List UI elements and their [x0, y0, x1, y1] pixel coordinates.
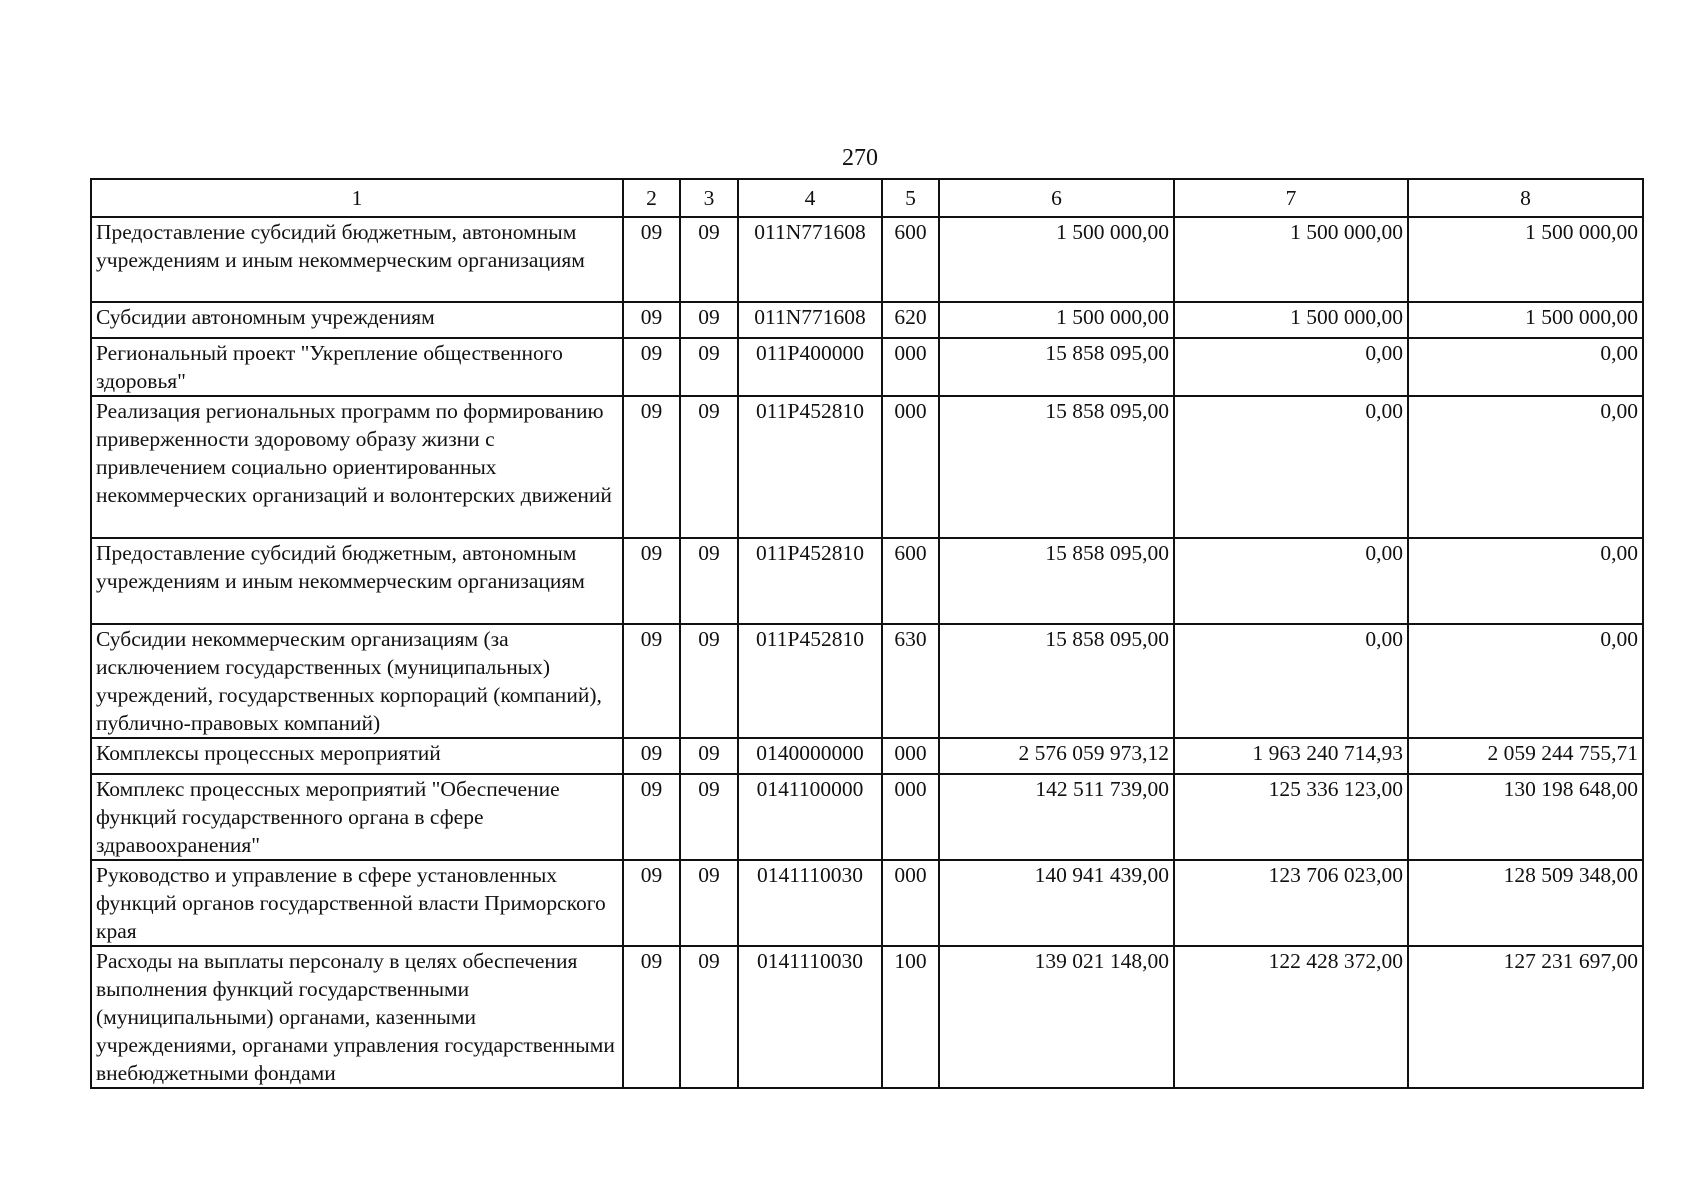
table-row	[91, 338, 1643, 396]
expense-type-code: 000	[882, 774, 939, 860]
target-article-code: 011N771608	[738, 217, 882, 302]
target-article-code: 0141100000	[738, 774, 882, 860]
amount-col-7: 1 963 240 714,93	[1174, 738, 1408, 774]
amount-col-7: 1 500 000,00	[1174, 302, 1408, 338]
amount-col-7: 0,00	[1174, 624, 1408, 738]
amount-col-7: 0,00	[1174, 538, 1408, 624]
table-row	[91, 774, 1643, 860]
amount-col-8: 130 198 648,00	[1408, 774, 1643, 860]
column-header-7: 7	[1174, 179, 1408, 217]
subsection-code: 09	[680, 396, 738, 538]
amount-col-6: 15 858 095,00	[939, 538, 1174, 624]
column-header-6: 6	[939, 179, 1174, 217]
expense-type-code: 100	[882, 946, 939, 1088]
column-header-3: 3	[680, 179, 738, 217]
table-row	[91, 217, 1643, 302]
expense-type-code: 620	[882, 302, 939, 338]
expense-name: Руководство и управление в сфере установленных функций органов государственной власти Приморского края	[91, 860, 623, 946]
target-article-code: 011P452810	[738, 624, 882, 738]
section-code: 09	[623, 338, 680, 396]
target-article-code: 011N771608	[738, 302, 882, 338]
expense-type-code: 600	[882, 538, 939, 624]
expense-name: Предоставление субсидий бюджетным, автономным учреждениям и иным некоммерческим организациям	[91, 538, 623, 624]
amount-col-6: 15 858 095,00	[939, 624, 1174, 738]
amount-col-8: 2 059 244 755,71	[1408, 738, 1643, 774]
expense-name: Реализация региональных программ по формированию приверженности здоровому образу жизни с привлечением социально ориентированных некоммерческих организаций и волонтерских движений	[91, 396, 623, 538]
column-header-8: 8	[1408, 179, 1643, 217]
section-code: 09	[623, 946, 680, 1088]
expense-type-code: 000	[882, 338, 939, 396]
expense-name: Комплексы процессных мероприятий	[91, 738, 623, 774]
table-row	[91, 946, 1643, 1088]
section-code: 09	[623, 774, 680, 860]
section-code: 09	[623, 624, 680, 738]
amount-col-8: 1 500 000,00	[1408, 302, 1643, 338]
expense-name: Субсидии некоммерческим организациям (за исключением государственных (муниципальных) учреждений, государственных корпораций (компаний), публично-правовых компаний)	[91, 624, 623, 738]
header-row	[91, 179, 1643, 217]
amount-col-6: 2 576 059 973,12	[939, 738, 1174, 774]
amount-col-8: 0,00	[1408, 338, 1643, 396]
subsection-code: 09	[680, 217, 738, 302]
table-row	[91, 738, 1643, 774]
section-code: 09	[623, 396, 680, 538]
amount-col-8: 1 500 000,00	[1408, 217, 1643, 302]
subsection-code: 09	[680, 946, 738, 1088]
amount-col-6: 139 021 148,00	[939, 946, 1174, 1088]
amount-col-7: 1 500 000,00	[1174, 217, 1408, 302]
amount-col-6: 15 858 095,00	[939, 396, 1174, 538]
subsection-code: 09	[680, 302, 738, 338]
section-code: 09	[623, 302, 680, 338]
table-row	[91, 538, 1643, 624]
amount-col-7: 123 706 023,00	[1174, 860, 1408, 946]
amount-col-6: 1 500 000,00	[939, 302, 1174, 338]
expense-name: Предоставление субсидий бюджетным, автономным учреждениям и иным некоммерческим организациям	[91, 217, 623, 302]
expense-name: Региональный проект "Укрепление общественного здоровья"	[91, 338, 623, 396]
amount-col-8: 0,00	[1408, 624, 1643, 738]
amount-col-7: 125 336 123,00	[1174, 774, 1408, 860]
amount-col-8: 0,00	[1408, 396, 1643, 538]
page-number: 270	[842, 145, 878, 171]
amount-col-6: 142 511 739,00	[939, 774, 1174, 860]
subsection-code: 09	[680, 338, 738, 396]
amount-col-6: 140 941 439,00	[939, 860, 1174, 946]
table-row	[91, 860, 1643, 946]
subsection-code: 09	[680, 538, 738, 624]
target-article-code: 0140000000	[738, 738, 882, 774]
column-header-4: 4	[738, 179, 882, 217]
expense-name: Комплекс процессных мероприятий "Обеспечение функций государственного органа в сфере здравоохранения"	[91, 774, 623, 860]
column-header-2: 2	[623, 179, 680, 217]
expense-type-code: 000	[882, 860, 939, 946]
subsection-code: 09	[680, 860, 738, 946]
table-row	[91, 302, 1643, 338]
target-article-code: 011P452810	[738, 538, 882, 624]
subsection-code: 09	[680, 624, 738, 738]
amount-col-7: 122 428 372,00	[1174, 946, 1408, 1088]
amount-col-7: 0,00	[1174, 338, 1408, 396]
expense-type-code: 630	[882, 624, 939, 738]
target-article-code: 0141110030	[738, 860, 882, 946]
subsection-code: 09	[680, 774, 738, 860]
column-header-5: 5	[882, 179, 939, 217]
section-code: 09	[623, 217, 680, 302]
section-code: 09	[623, 538, 680, 624]
section-code: 09	[623, 860, 680, 946]
target-article-code: 011P400000	[738, 338, 882, 396]
expense-name: Расходы на выплаты персоналу в целях обеспечения выполнения функций государственными (муниципальными) органами, казенными учреждениями, органами управления государственными внебюджетными фондами	[91, 946, 623, 1088]
expense-type-code: 000	[882, 396, 939, 538]
amount-col-6: 1 500 000,00	[939, 217, 1174, 302]
section-code: 09	[623, 738, 680, 774]
expense-type-code: 000	[882, 738, 939, 774]
column-header-1: 1	[91, 179, 623, 217]
expense-type-code: 600	[882, 217, 939, 302]
table-row	[91, 396, 1643, 538]
table-row	[91, 624, 1643, 738]
target-article-code: 0141110030	[738, 946, 882, 1088]
amount-col-8: 0,00	[1408, 538, 1643, 624]
subsection-code: 09	[680, 738, 738, 774]
amount-col-8: 127 231 697,00	[1408, 946, 1643, 1088]
expense-name: Субсидии автономным учреждениям	[91, 302, 623, 338]
amount-col-7: 0,00	[1174, 396, 1408, 538]
amount-col-6: 15 858 095,00	[939, 338, 1174, 396]
target-article-code: 011P452810	[738, 396, 882, 538]
amount-col-8: 128 509 348,00	[1408, 860, 1643, 946]
budget-table	[90, 178, 1644, 1089]
